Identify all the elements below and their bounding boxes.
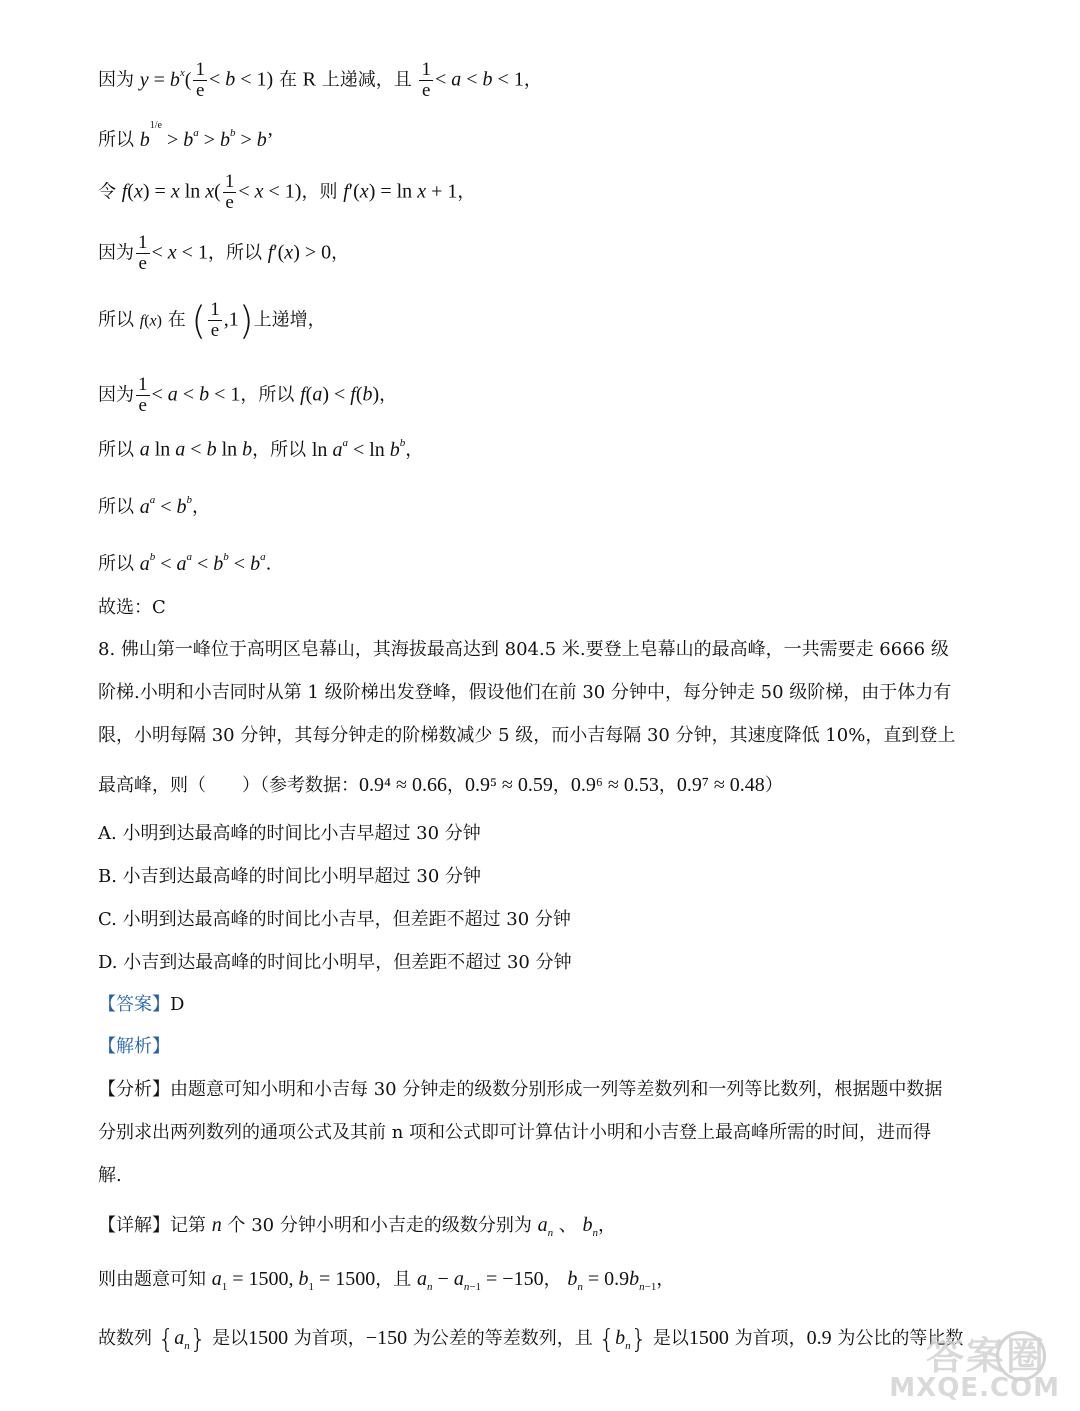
text: ，所以 xyxy=(252,439,307,461)
text: ， xyxy=(331,242,350,264)
solution-line-1: 因为 $y = b^x$( $\frac{1}{e}$ < b < 1) 在 R 上递减，且 $\frac{1}{e}$ < a < b < 1， xyxy=(98,59,542,101)
question-8-line-2: 阶梯.小明和小吉同时从第 1 级阶梯出发登峰，假设他们在前 30 分钟中，每分钟走 50 级阶梯，由于体力有 xyxy=(98,682,952,703)
text: 由题意可知小明和小吉每 30 分钟走的级数分别形成一列等差数列和一列等比数列，根据题中数据 xyxy=(170,1079,943,1100)
fenxi-label: 【分析】 xyxy=(98,1079,170,1100)
text: ， xyxy=(656,1269,675,1290)
option-d: D. 小吉到达最高峰的时间比小明早，但差距不超过 30 分钟 xyxy=(98,952,572,973)
detail-line-1: 【详解】记第 n 个 30 分钟小明和小吉走的级数分别为 $a_n$ 、 $b_n$， xyxy=(98,1214,617,1239)
detail-label: 【详解】 xyxy=(98,1215,170,1236)
text: 最高峰，则（ ）（参考数据： xyxy=(98,775,359,796)
question-8-line-3: 限，小明每隔 30 分钟，其每分钟走的阶梯数减少 5 级，而小吉每隔 30 分钟，其速度降低 10%，直到登上 xyxy=(98,725,956,746)
watermark-text-bottom: MXQE.COM xyxy=(889,1373,1060,1403)
text: 个 30 分钟小明和小吉走的级数分别为 xyxy=(227,1215,532,1236)
solution-line-3: 令 f(x) = x ln x( $\frac{1}{e}$ < x < 1)，则 f′(x) = ln x + 1， xyxy=(98,171,476,213)
solution-line-8: 所以 $a^a < b^b$， xyxy=(98,494,211,518)
option-c: C. 小明到达最高峰的时间比小吉早，但差距不超过 30 分钟 xyxy=(98,909,571,930)
watermark-text-top: 答案圈 xyxy=(925,1334,1046,1378)
text: 是以 xyxy=(652,1328,689,1349)
answer-line xyxy=(98,992,184,1018)
text: 为首项， xyxy=(734,1328,807,1349)
text: 所以 xyxy=(98,439,134,461)
solution-line-4: 因为 $\frac{1}{e}$ < x < 1，所以 f′(x) > 0， xyxy=(98,232,350,274)
text: 所以 xyxy=(98,129,134,151)
solution-line-2: 所以 $b^{1/e} > b^a > b^b > b$’ xyxy=(98,120,274,151)
solution-line-9: 所以 $a^b < a^a < b^b < b^a$. xyxy=(98,551,272,575)
text: ，则 xyxy=(301,181,338,203)
ref-value-3: 0.9⁶ ≈ 0.53 xyxy=(570,774,659,796)
text: . xyxy=(265,553,272,575)
text: ， xyxy=(405,439,424,461)
text: 记第 xyxy=(170,1215,206,1236)
answer-value: D xyxy=(170,994,185,1015)
text: ， xyxy=(457,181,476,203)
option-b: B. 小吉到达最高峰的时间比小明早超过 30 分钟 xyxy=(98,866,482,887)
solution-line-6: 因为 $\frac{1}{e}$ < a < b < 1，所以 f(a) < f(b)， xyxy=(98,374,398,416)
analysis-label-line xyxy=(98,1034,170,1060)
text: ， xyxy=(543,1269,562,1290)
text: 因为 xyxy=(98,384,134,406)
text: 为首项， xyxy=(293,1328,366,1349)
text: ， xyxy=(379,384,398,406)
text: 故数列 xyxy=(98,1328,152,1349)
question-8-line-4: 最高峰，则（ ）（参考数据：0.9⁴ ≈ 0.66，0.9⁵ ≈ 0.59，0.9⁶ ≈ 0.53，0.9⁷ ≈ 0.48） xyxy=(98,774,783,796)
text: ，所以 xyxy=(240,384,295,406)
fenxi-line-1 xyxy=(98,1077,942,1103)
text: 为公比的等比数 xyxy=(837,1328,964,1349)
detail-line-2: 则由题意可知 $a_1 = 1500$, $b_1 = 1500$，且 $a_n - a_{n-1} = -150$， $b_n = 0.9b_{n-1}$， xyxy=(98,1268,675,1293)
text: 所以 xyxy=(98,496,134,518)
text: 在 xyxy=(167,309,186,331)
ref-value-4: 0.9⁷ ≈ 0.48 xyxy=(676,774,765,796)
solution-line-7: 所以 a ln a < b ln b，所以 $\ln a^a < \ln b^b$， xyxy=(98,437,424,461)
text: 则由题意可知 xyxy=(98,1269,206,1290)
detail-line-3: 故数列 $\{a_n\}$ 是以1500 为首项，−150 为公差的等差数列，且 $\{b_n\}$ 是以1500 为首项，0.9 为公比的等比数 xyxy=(98,1324,964,1355)
option-a: A. 小明到达最高峰的时间比小吉早超过 30 分钟 xyxy=(98,823,481,844)
text: ， xyxy=(598,1215,617,1236)
answer-label: 【答案】 xyxy=(98,994,170,1015)
text: 、 xyxy=(558,1215,577,1236)
text: ，所以 xyxy=(207,242,262,264)
text: 上递减，且 xyxy=(321,69,412,91)
choice-line: 故选：C xyxy=(98,597,166,618)
fenxi-line-2: 分别求出两列数列的通项公式及其前 n 项和公式即可计算估计小明和小吉登上最高峰所需的时间，进而得 xyxy=(98,1122,932,1143)
fenxi-line-3: 解. xyxy=(98,1165,122,1186)
text: 为公差的等差数列，且 xyxy=(412,1328,593,1349)
solution-line-5: 所以 f(x) 在 ( $\frac{1}{e}$ ,1)上递增， xyxy=(98,298,326,343)
text: 令 xyxy=(98,181,116,203)
question-8-line-1: 8. 佛山第一峰位于高明区皂幕山，其海拔最高达到 804.5 米.要登上皂幕山的最高峰，一共需要走 6666 级 xyxy=(98,639,949,660)
text: 所以 xyxy=(98,309,134,331)
text: 因为 xyxy=(98,242,134,264)
text: 因为 xyxy=(98,69,134,91)
text: 在 xyxy=(278,69,297,91)
text: 所以 xyxy=(98,553,134,575)
text: R xyxy=(302,68,317,91)
text: ， xyxy=(523,69,542,91)
ref-value-1: 0.9⁴ ≈ 0.66 xyxy=(359,774,447,796)
text: ，且 xyxy=(375,1269,412,1290)
analysis-label: 【解析】 xyxy=(98,1036,170,1057)
ref-value-2: 0.9⁵ ≈ 0.59 xyxy=(464,774,553,796)
text: 是以 xyxy=(212,1328,249,1349)
text: 上递增， xyxy=(253,309,326,331)
text: ， xyxy=(192,496,211,518)
watermark-logo xyxy=(820,1325,1060,1403)
